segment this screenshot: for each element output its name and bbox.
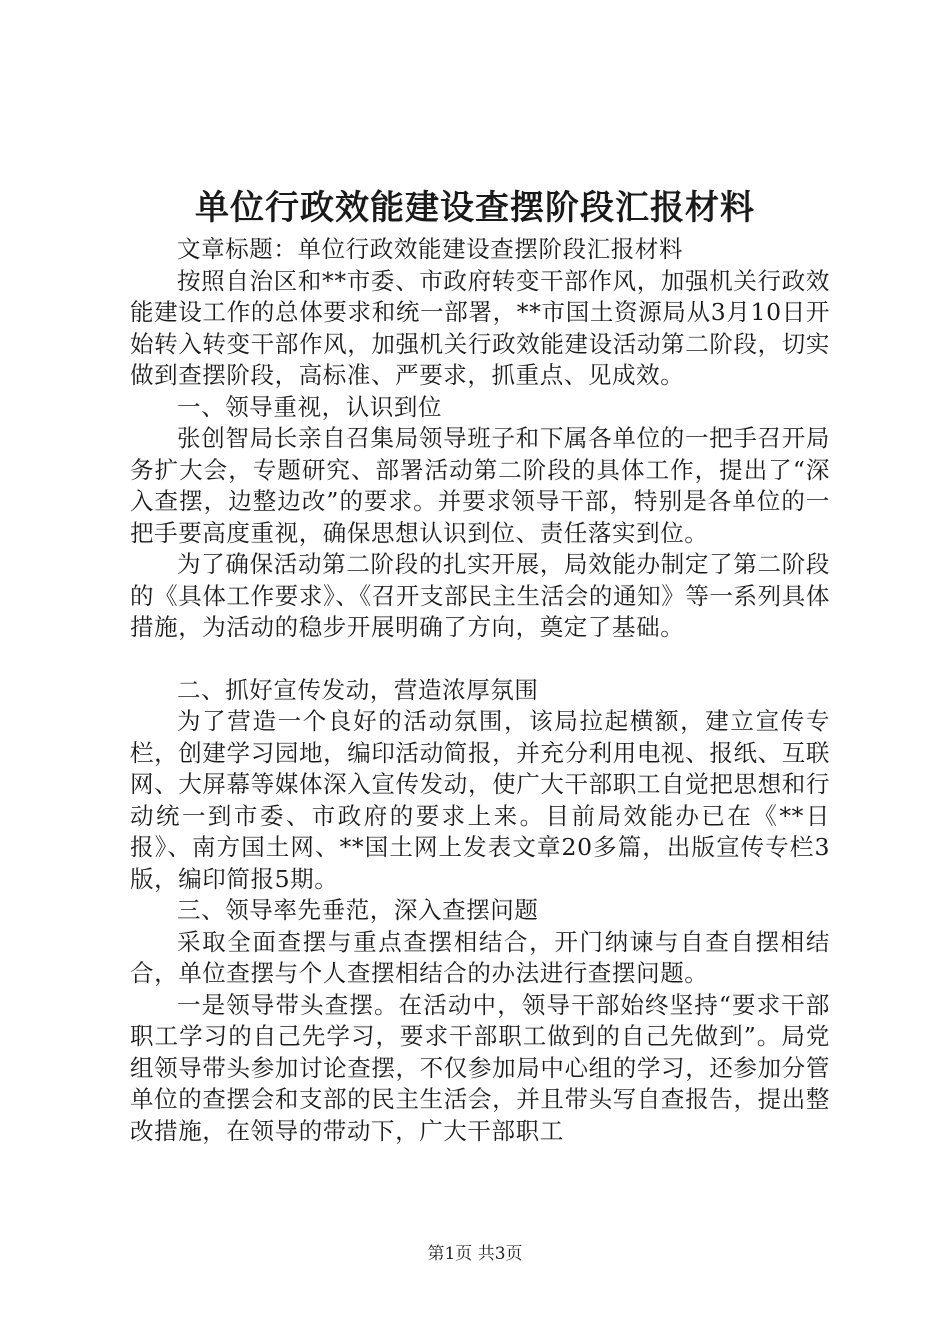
- document-title: 单位行政效能建设查摆阶段汇报材料: [195, 188, 755, 228]
- section-3-paragraph-2: 一是领导带头查摆。在活动中，领导干部始终坚持“要求干部职工学习的自己先学习，要求干部职工做到的自己先做到”。局党组领导带头参加讨论查摆，不仅参加局中心组的学习，还参加分管单位的查摆会和支部的民主生活会，并且带头写自查报告，提出整改措施，在领导的带动下，广大干部职工: [130, 990, 830, 1145]
- section-heading-2: 二、抓好宣传发动，营造浓厚氛围: [177, 675, 539, 704]
- section-heading-1: 一、领导重视，认识到位: [177, 392, 443, 421]
- section-2-paragraph-1: 为了营造一个良好的活动氛围，该局拉起横额，建立宣传专栏，创建学习园地，编印活动简报，并充分利用电视、报纸、互联网、大屏幕等媒体深入宣传发动，使广大干部职工自觉把思想和行动统一到市委、市政府的要求上来。目前局效能办已在《**日报》、南方国土网、**国土网上发表文章20多篇，出版宣传专栏3版，编印简报5期。: [130, 707, 830, 893]
- paragraph-spacer: [130, 644, 830, 675]
- document-body: [130, 234, 830, 1147]
- section-1-paragraph-1: 张创智局长亲自召集局领导班子和下属各单位的一把手召开局务扩大会，专题研究、部署活动第二阶段的具体工作，提出了“深入查摆，边整边改”的要求。并要求领导干部，特别是各单位的一把手要高度重视，确保思想认识到位、责任落实到位。: [130, 424, 830, 547]
- page-number-footer: 第1页 共3页: [427, 1244, 523, 1264]
- article-title-line: 文章标题：单位行政效能建设查摆阶段汇报材料: [177, 235, 684, 263]
- section-1-paragraph-2: 为了确保活动第二阶段的扎实开展，局效能办制定了第二阶段的《具体工作要求》、《召开支部民主生活会的通知》等一系列具体措施，为活动的稳步开展明确了方向，奠定了基础。: [130, 550, 830, 641]
- section-3-paragraph-1: 采取全面查摆与重点查摆相结合，开门纳谏与自查自摆相结合，单位查摆与个人查摆相结合的办法进行查摆问题。: [130, 927, 830, 987]
- intro-paragraph: 按照自治区和**市委、市政府转变干部作风，加强机关行政效能建设工作的总体要求和统一部署，**市国土资源局从3月10日开始转入转变干部作风，加强机关行政效能建设活动第二阶段，切实做到查摆阶段，高标准、严要求，抓重点、见成效。: [130, 266, 830, 389]
- section-heading-3: 三、领导率先垂范，深入查摆问题: [177, 896, 539, 924]
